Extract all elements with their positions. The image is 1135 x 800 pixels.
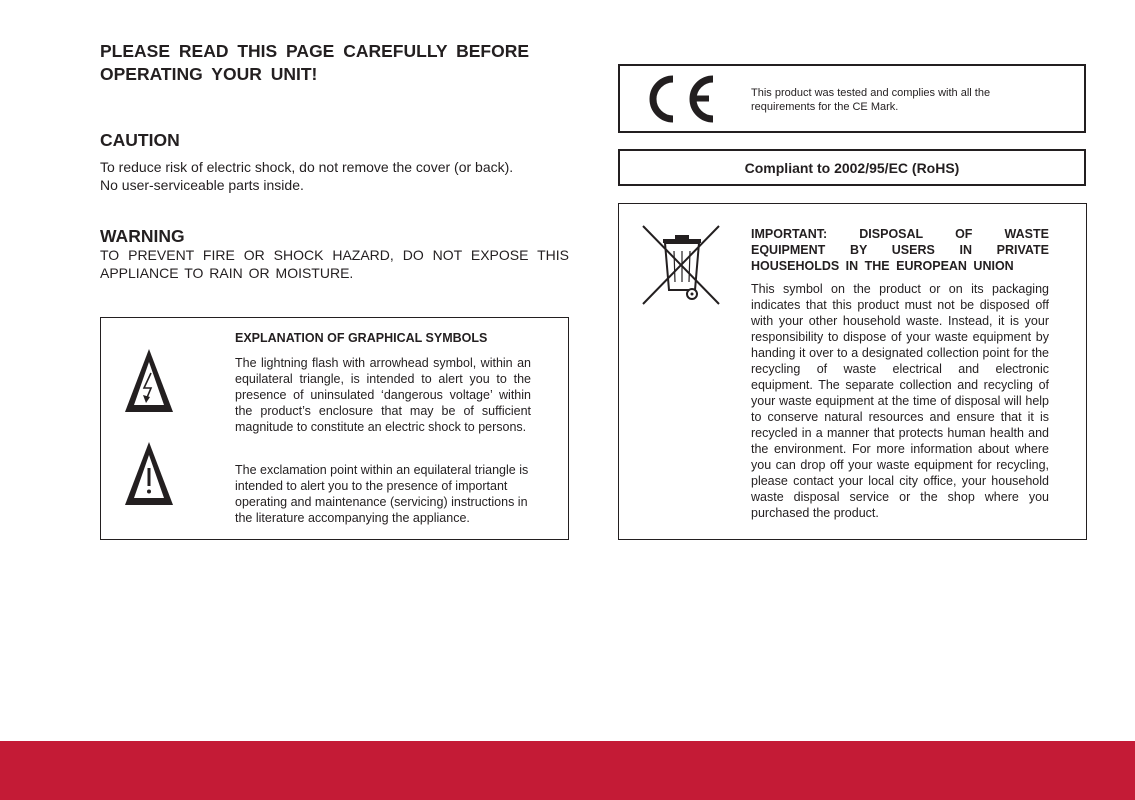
- caution-heading: CAUTION: [100, 130, 180, 150]
- graphical-symbols-box: [100, 317, 569, 540]
- exclamation-warning-icon: [123, 440, 175, 507]
- ce-mark-icon: [643, 72, 719, 126]
- weee-text: This symbol on the product or on its packaging indicates that this product must not be disposed off with your other household waste. Instead, it is your responsibility to dispose of your waste equipment by handing it over to a designated collection point for the recycling of waste electrical and electronic equipment. The separate collection and recycling of your waste equipment at the time of disposal will help to conserve natural resources and ensure that it is recycled in a manner that protects human health and the environment. For more information about where you can drop off your waste equipment for recycling, please contact your local city office, your household waste disposal service or the shop where you purchased the product.: [751, 282, 1049, 520]
- warning-heading: WARNING: [100, 226, 185, 246]
- page-title: [100, 40, 569, 86]
- caution-text: [100, 158, 570, 194]
- ce-mark-box: [618, 64, 1086, 133]
- caution-line1: To reduce risk of electric shock, do not remove the cover (or back).: [100, 159, 514, 175]
- caution-line2: No user-serviceable parts inside.: [100, 177, 304, 193]
- weee-title: IMPORTANT: DISPOSAL OF WASTE EQUIPMENT BY USERS IN PRIVATE HOUSEHOLDS IN THE EUROPEAN UNION: [751, 227, 1049, 273]
- page-title-line1: PLEASE READ THIS PAGE CAREFULLY BEFORE: [100, 41, 530, 61]
- lightning-warning-icon: [123, 347, 175, 414]
- page-title-line2: OPERATING YOUR UNIT!: [100, 64, 318, 84]
- lightning-explanation: The lightning flash with arrowhead symbol, within an equilateral triangle, is intended to alert you to the presence of uninsulated ‘dangerous voltage’ within the product’s enclosure that may be of sufficient magnitude to constitute an electric shock to persons.: [235, 356, 531, 434]
- footer-bar: [0, 741, 1135, 800]
- rohs-box: [618, 149, 1086, 186]
- exclamation-explanation: The exclamation point within an equilateral triangle is intended to alert you to the presence of important operating and maintenance (servicing) instructions in the literature accompanying the appliance.: [235, 463, 529, 525]
- ce-mark-text: This product was tested and complies with all the requirements for the CE Mark.: [751, 87, 991, 113]
- graphical-symbols-title: EXPLANATION OF GRAPHICAL SYMBOLS: [235, 331, 488, 345]
- rohs-text: Compliant to 2002/95/EC (RoHS): [744, 159, 960, 176]
- crossed-out-bin-icon: [641, 224, 721, 308]
- weee-box: [618, 203, 1087, 540]
- warning-text: TO PREVENT FIRE OR SHOCK HAZARD, DO NOT EXPOSE THIS APPLIANCE TO RAIN OR MOISTURE.: [100, 247, 569, 281]
